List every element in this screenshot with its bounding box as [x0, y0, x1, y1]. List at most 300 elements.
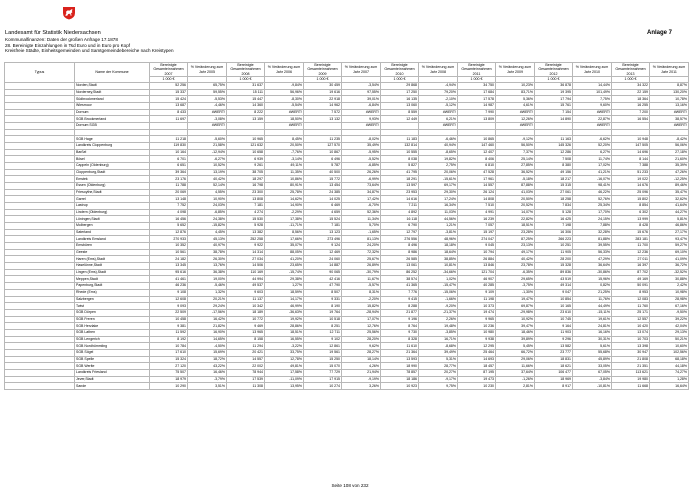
change-cell: 15,82%	[342, 303, 381, 310]
spacer-cell	[188, 129, 227, 136]
revenue-cell: 7 834	[535, 203, 573, 210]
revenue-cell: 17 961	[458, 176, 496, 183]
change-cell: -5,12%	[419, 103, 458, 110]
revenue-cell: 12 286	[535, 149, 573, 156]
change-cell: 10,78%	[650, 96, 689, 103]
change-cell: 21,25%	[573, 289, 612, 296]
revenue-cell: 14 616	[381, 196, 419, 203]
change-cell: 59,55%	[188, 89, 227, 96]
revenue-cell: 12 236	[612, 249, 650, 256]
revenue-cell: 10 230	[458, 383, 496, 390]
type-cell	[5, 216, 75, 223]
revenue-cell: 15 197	[458, 229, 496, 236]
type-cell	[5, 136, 75, 143]
change-cell: 24,20%	[342, 243, 381, 250]
unit-label: 1 000 €	[304, 77, 342, 83]
change-cell: 14,17%	[265, 296, 304, 303]
change-cell: -32,52%	[650, 269, 689, 276]
revenue-cell: 132 814	[381, 143, 419, 150]
municipality-name: Südbrookmerland	[75, 96, 150, 103]
revenue-cell: 15 111	[227, 89, 265, 96]
revenue-cell: 9 603	[227, 289, 265, 296]
change-cell: -3,22%	[265, 343, 304, 350]
table-row	[5, 209, 689, 216]
change-cell: 27,85%	[496, 163, 535, 170]
change-cell: -1,30%	[496, 289, 535, 296]
revenue-cell: 10 164	[150, 149, 188, 156]
change-cell: 40,97%	[188, 243, 227, 250]
revenue-cell: 10 965	[227, 136, 265, 143]
type-cell	[5, 223, 75, 230]
revenue-cell: 22 159	[612, 89, 650, 96]
revenue-cell: 7 508	[535, 156, 573, 163]
change-cell: 68,18%	[650, 356, 689, 363]
table-row	[5, 309, 689, 316]
change-cell: 30,88%	[650, 276, 689, 283]
col-header-change: % Veränderung zum Jahr 2005	[188, 63, 227, 77]
change-cell: 40,94%	[419, 143, 458, 150]
revenue-cell: 15 676	[612, 229, 650, 236]
change-cell: 56,06%	[650, 143, 689, 150]
table-row	[5, 349, 689, 356]
type-cell	[5, 323, 75, 330]
revenue-cell: 18 291	[381, 176, 419, 183]
table-row	[5, 249, 689, 256]
col-header-revenue: Bereinigte Gesamteinnahmen 2011	[458, 63, 496, 77]
revenue-cell: 274 047	[458, 236, 496, 243]
revenue-cell: 14 693	[458, 356, 496, 363]
change-cell: 20,21%	[188, 296, 227, 303]
change-cell: #WERT!	[650, 109, 689, 116]
change-cell: -11,09%	[265, 376, 304, 383]
municipality-name: Landkreis Friesland	[75, 369, 150, 376]
revenue-cell: 36 878	[535, 83, 573, 90]
table-row	[5, 369, 689, 376]
municipality-name: Bösel	[75, 156, 150, 163]
type-cell	[5, 196, 75, 203]
type-cell	[5, 109, 75, 116]
revenue-cell: 6 701	[150, 156, 188, 163]
revenue-cell: 5 787	[304, 163, 342, 170]
change-cell: -15,74%	[265, 269, 304, 276]
revenue-cell: 10 420	[612, 323, 650, 330]
revenue-cell: 34 750	[458, 83, 496, 90]
change-cell: 17,42%	[342, 196, 381, 203]
change-cell: 16,16%	[573, 329, 612, 336]
revenue-cell: 18 979	[150, 376, 188, 383]
revenue-cell: 12 295	[458, 343, 496, 350]
change-cell: 25,14%	[496, 156, 535, 163]
change-cell: 44,18%	[650, 363, 689, 370]
change-cell: 49,81%	[265, 363, 304, 370]
revenue-cell: 8 433	[150, 109, 188, 116]
change-cell: -5,52%	[342, 156, 381, 163]
revenue-cell: 7 057	[458, 223, 496, 230]
revenue-cell: 10 274	[304, 383, 342, 390]
revenue-cell: 121 632	[227, 143, 265, 150]
revenue-cell: 10 865	[458, 136, 496, 143]
revenue-cell: 15 772	[304, 176, 342, 183]
type-cell	[5, 356, 75, 363]
table-row	[5, 196, 689, 203]
change-cell: #WERT!	[496, 109, 535, 116]
change-cell: -3,14%	[265, 156, 304, 163]
revenue-cell: 4 098	[150, 209, 188, 216]
revenue-cell: 11 697	[150, 116, 188, 123]
revenue-cell: 10 458	[150, 316, 188, 323]
table-row	[5, 276, 689, 283]
revenue-cell: 4 659	[304, 209, 342, 216]
change-cell: -28,94%	[342, 309, 381, 316]
revenue-cell: 27 011	[612, 256, 650, 263]
change-cell: 17,58%	[265, 369, 304, 376]
change-cell: 12,76%	[342, 323, 381, 330]
revenue-cell: 16 118	[381, 216, 419, 223]
revenue-cell: 12 711	[304, 329, 342, 336]
change-cell: 101,49%	[573, 89, 612, 96]
change-cell: 16,64%	[650, 383, 689, 390]
change-cell: -6,46%	[419, 136, 458, 143]
change-cell: 79,20%	[419, 89, 458, 96]
table-row	[5, 363, 689, 370]
change-cell: 36,38%	[188, 269, 227, 276]
revenue-cell: 23 610	[535, 309, 573, 316]
change-cell: 4,26%	[342, 363, 381, 370]
revenue-cell: 89 836	[535, 269, 573, 276]
header-row	[5, 63, 689, 77]
change-cell: 19,48%	[419, 323, 458, 330]
change-cell: 46,22%	[573, 189, 612, 196]
revenue-cell: 27 034	[227, 256, 265, 263]
change-cell: -34,66%	[419, 269, 458, 276]
change-cell: 52,14%	[188, 183, 227, 190]
revenue-cell: 17 250	[381, 89, 419, 96]
municipality-name: SGB Brookmerland	[75, 116, 150, 123]
revenue-cell: 17 610	[150, 349, 188, 356]
revenue-cell: 14 557	[458, 183, 496, 190]
revenue-cell: 47 528	[458, 169, 496, 176]
revenue-cell: 11 235	[304, 136, 342, 143]
revenue-cell: 19 395	[535, 89, 573, 96]
municipality-name: Geeste	[75, 249, 150, 256]
revenue-cell: 40 285	[458, 283, 496, 290]
change-cell: 28,98%	[650, 296, 689, 303]
revenue-cell: 7 200	[612, 109, 650, 116]
change-cell: 20,50%	[265, 143, 304, 150]
revenue-cell: 16 255	[612, 103, 650, 110]
change-cell: 20,52%	[496, 203, 535, 210]
revenue-cell: 9 109	[458, 289, 496, 296]
revenue-cell: 17 684	[458, 89, 496, 96]
change-cell: -15,82%	[188, 223, 227, 230]
type-cell	[5, 336, 75, 343]
change-cell: 102,56%	[650, 349, 689, 356]
revenue-cell: 13 597	[381, 183, 419, 190]
revenue-cell: 20 069	[150, 189, 188, 196]
municipality-name: Landkreis Cloppenburg	[75, 143, 150, 150]
revenue-cell: 283 181	[612, 236, 650, 243]
change-cell: -5,53%	[188, 96, 227, 103]
type-cell	[5, 376, 75, 383]
change-cell: 83,71%	[496, 89, 535, 96]
revenue-cell: 78 944	[227, 369, 265, 376]
change-cell: 16,34%	[419, 203, 458, 210]
change-cell: -2,29%	[265, 209, 304, 216]
revenue-cell: 14 557	[227, 356, 265, 363]
revenue-cell: 75 507	[150, 369, 188, 376]
revenue-cell: 95 616	[150, 269, 188, 276]
change-cell: 3,51%	[188, 383, 227, 390]
revenue-cell: 10 794	[458, 249, 496, 256]
table-row	[5, 296, 689, 303]
change-cell: 17,66%	[265, 236, 304, 243]
unit-label: 1 000 €	[150, 77, 188, 83]
change-cell: 5,45%	[496, 343, 535, 350]
type-cell	[5, 363, 75, 370]
table-row	[5, 216, 689, 223]
table-title-line: 28. Bereinigte Einzahlungen in Tsd Euro und in Euro pro Kopf	[5, 42, 131, 48]
col-header-change: % Veränderung zum Jahr 2006	[265, 63, 304, 77]
col-header-revenue: Bereinigte Gesamteinnahmen 2007	[150, 63, 188, 77]
table-row	[5, 376, 689, 383]
revenue-cell	[150, 123, 188, 130]
change-cell: 9,62%	[342, 343, 381, 350]
type-cell	[5, 316, 75, 323]
municipality-name: Rhede (Ems)	[75, 289, 150, 296]
change-cell: 25,34%	[573, 203, 612, 210]
change-cell: 10,52%	[188, 163, 227, 170]
revenue-cell: 8 380	[535, 163, 573, 170]
revenue-cell: 9 965	[458, 316, 496, 323]
type-cell	[5, 243, 75, 250]
revenue-cell: 16 798	[227, 183, 265, 190]
revenue-cell: 16 425	[535, 216, 573, 223]
revenue-cell: 10 352	[150, 243, 188, 250]
revenue-cell: 15 802	[612, 196, 650, 203]
change-cell: 10,90%	[188, 196, 227, 203]
type-cell	[5, 123, 75, 130]
change-cell: 23,65%	[265, 263, 304, 270]
revenue-cell: 11 903	[535, 329, 573, 336]
change-cell: 11,03%	[419, 209, 458, 216]
revenue-cell: 8 190	[304, 303, 342, 310]
revenue-cell: 127 570	[304, 143, 342, 150]
revenue-cell: 18 217	[535, 176, 573, 183]
revenue-cell: 9 730	[381, 329, 419, 336]
revenue-cell: 17 794	[535, 96, 573, 103]
lower-saxony-horse-logo-icon	[62, 6, 76, 20]
type-cell	[5, 89, 75, 96]
table-row	[5, 383, 689, 390]
type-cell	[5, 263, 75, 270]
revenue-cell: 7 510	[458, 203, 496, 210]
revenue-cell: 19 022	[612, 176, 650, 183]
change-cell: 27,17%	[650, 229, 689, 236]
revenue-cell: 9 296	[535, 336, 573, 343]
change-cell: 39,47%	[496, 323, 535, 330]
change-cell: 41,20%	[265, 256, 304, 263]
change-cell: 10,23%	[496, 83, 535, 90]
table-row	[5, 83, 689, 90]
change-cell: 29,65%	[496, 276, 535, 283]
revenue-cell: 10 373	[458, 303, 496, 310]
revenue-cell: 11 137	[227, 296, 265, 303]
revenue-cell: 8 507	[304, 289, 342, 296]
municipality-name: SGB Dörpen	[75, 309, 150, 316]
revenue-cell: 7 990	[458, 109, 496, 116]
change-cell: 21,82%	[188, 323, 227, 330]
revenue-cell: 7 181	[304, 223, 342, 230]
change-cell: 80,91%	[265, 183, 304, 190]
revenue-cell: 13 382	[227, 229, 265, 236]
table-row	[5, 343, 689, 350]
type-cell	[5, 163, 75, 170]
revenue-cell: 10 342	[227, 303, 265, 310]
change-cell: 45,89%	[573, 356, 612, 363]
revenue-cell: 18 621	[535, 363, 573, 370]
revenue-cell: 8 428	[612, 223, 650, 230]
revenue-cell: 11 308	[227, 383, 265, 390]
revenue-cell: 15 070	[304, 363, 342, 370]
change-cell: 2,42%	[650, 283, 689, 290]
revenue-cell: 49 169	[612, 276, 650, 283]
revenue-cell: 14 987	[458, 103, 496, 110]
change-cell: 14,44%	[573, 83, 612, 90]
revenue-cell: 7 388	[612, 163, 650, 170]
type-cell	[5, 236, 75, 243]
spacer-cell	[75, 129, 150, 136]
revenue-cell: 41 365	[381, 283, 419, 290]
revenue-cell: 9 469	[227, 323, 265, 330]
change-cell: 9,93%	[342, 116, 381, 123]
change-cell: -5,46%	[188, 283, 227, 290]
revenue-cell: 14 506	[227, 263, 265, 270]
revenue-cell: 38 705	[227, 169, 265, 176]
revenue-cell: 7 776	[381, 289, 419, 296]
revenue-cell: 5 652	[150, 223, 188, 230]
table-row	[5, 96, 689, 103]
change-cell: 55,68%	[573, 349, 612, 356]
table-row	[5, 269, 689, 276]
change-cell: 28,27%	[342, 349, 381, 356]
revenue-cell: 14 676	[612, 183, 650, 190]
change-cell: #WERT!	[496, 123, 535, 130]
revenue-cell: 13 999	[612, 216, 650, 223]
municipality-name: Cloppenburg,Stadt	[75, 169, 150, 176]
change-cell: -2,20%	[342, 296, 381, 303]
municipality-name: Garrel	[75, 196, 150, 203]
revenue-cell: 18 297	[227, 176, 265, 183]
change-cell: 56,96%	[265, 89, 304, 96]
type-cell	[5, 383, 75, 390]
change-cell: 65,75%	[188, 83, 227, 90]
revenue-cell: 20 421	[227, 349, 265, 356]
revenue-cell: 21 808	[612, 356, 650, 363]
revenue-cell: 19 980	[612, 376, 650, 383]
change-cell: #WERT!	[188, 123, 227, 130]
change-cell: 1,27%	[265, 283, 304, 290]
revenue-cell: 11 610	[381, 343, 419, 350]
change-cell: 26,26%	[342, 169, 381, 176]
change-cell: 22,87%	[573, 116, 612, 123]
revenue-cell: 17 578	[458, 96, 496, 103]
unit-label: 1 000 €	[612, 77, 650, 83]
change-cell: 26,30%	[188, 256, 227, 263]
revenue-cell: 21 351	[612, 363, 650, 370]
revenue-cell	[458, 123, 496, 130]
revenue-cell: 8 328	[381, 336, 419, 343]
change-cell: -4,46%	[188, 103, 227, 110]
revenue-cell: 18 189	[227, 309, 265, 316]
table-row	[5, 329, 689, 336]
revenue-cell: 13 345	[150, 263, 188, 270]
revenue-cell: 19 561	[304, 349, 342, 356]
revenue-cell: 9 164	[535, 323, 573, 330]
change-cell: 35,49%	[342, 143, 381, 150]
municipality-name: Sande	[75, 383, 150, 390]
change-cell: 13,95%	[265, 383, 304, 390]
revenue-cell: 8 854	[612, 203, 650, 210]
revenue-cell: 10 703	[612, 336, 650, 343]
revenue-cell: 13 132	[304, 116, 342, 123]
change-cell: 56,50%	[496, 143, 535, 150]
revenue-cell: 16 554	[612, 116, 650, 123]
change-cell: -5,60%	[188, 136, 227, 143]
revenue-cell: 11 592	[150, 329, 188, 336]
change-cell: -5,54%	[265, 103, 304, 110]
change-cell: -9,17%	[419, 376, 458, 383]
revenue-cell: 25 096	[612, 189, 650, 196]
spacer-cell	[304, 129, 342, 136]
col-header-revenue: Bereinigte Gesamteinnahmen 2013	[612, 63, 650, 77]
col-header-revenue: Bereinigte Gesamteinnahmen 2008	[227, 63, 265, 77]
revenue-cell: 13 593	[381, 356, 419, 363]
spacer-cell	[150, 129, 188, 136]
change-cell: 46,99%	[265, 303, 304, 310]
change-cell: -11,71%	[265, 223, 304, 230]
revenue-cell: 6 496	[304, 156, 342, 163]
type-cell	[5, 249, 75, 256]
table-row	[5, 136, 689, 143]
change-cell: 18,18%	[419, 243, 458, 250]
change-cell: -9,50%	[650, 309, 689, 316]
change-cell: 17,07%	[342, 316, 381, 323]
revenue-cell: 10 854	[535, 296, 573, 303]
revenue-cell: 18 186	[381, 376, 419, 383]
revenue-cell: 19 474	[458, 309, 496, 316]
type-cell	[5, 203, 75, 210]
revenue-cell: 11 788	[150, 183, 188, 190]
change-cell: 16,55%	[265, 336, 304, 343]
table-row	[5, 156, 689, 163]
change-cell: 7,37%	[496, 149, 535, 156]
revenue-cell: 4 991	[458, 209, 496, 216]
change-cell: 49,17%	[496, 249, 535, 256]
revenue-cell: 8 144	[612, 156, 650, 163]
change-cell: -2,10%	[419, 96, 458, 103]
revenue-cell: 13 060	[381, 103, 419, 110]
revenue-cell: 41 795	[381, 169, 419, 176]
change-cell: 35,07%	[265, 243, 304, 250]
municipality-name: Lingen (Ems),Stadt	[75, 269, 150, 276]
revenue-cell: 7 752	[150, 203, 188, 210]
col-header-change: % Veränderung zum Jahr 2007	[342, 63, 381, 77]
revenue-cell: 31 637	[227, 83, 265, 90]
revenue-cell: 12 861	[304, 343, 342, 350]
revenue-cell: 273 496	[304, 236, 342, 243]
change-cell: -10,81%	[573, 383, 612, 390]
municipality-name: Meppen,Stadt	[75, 276, 150, 283]
